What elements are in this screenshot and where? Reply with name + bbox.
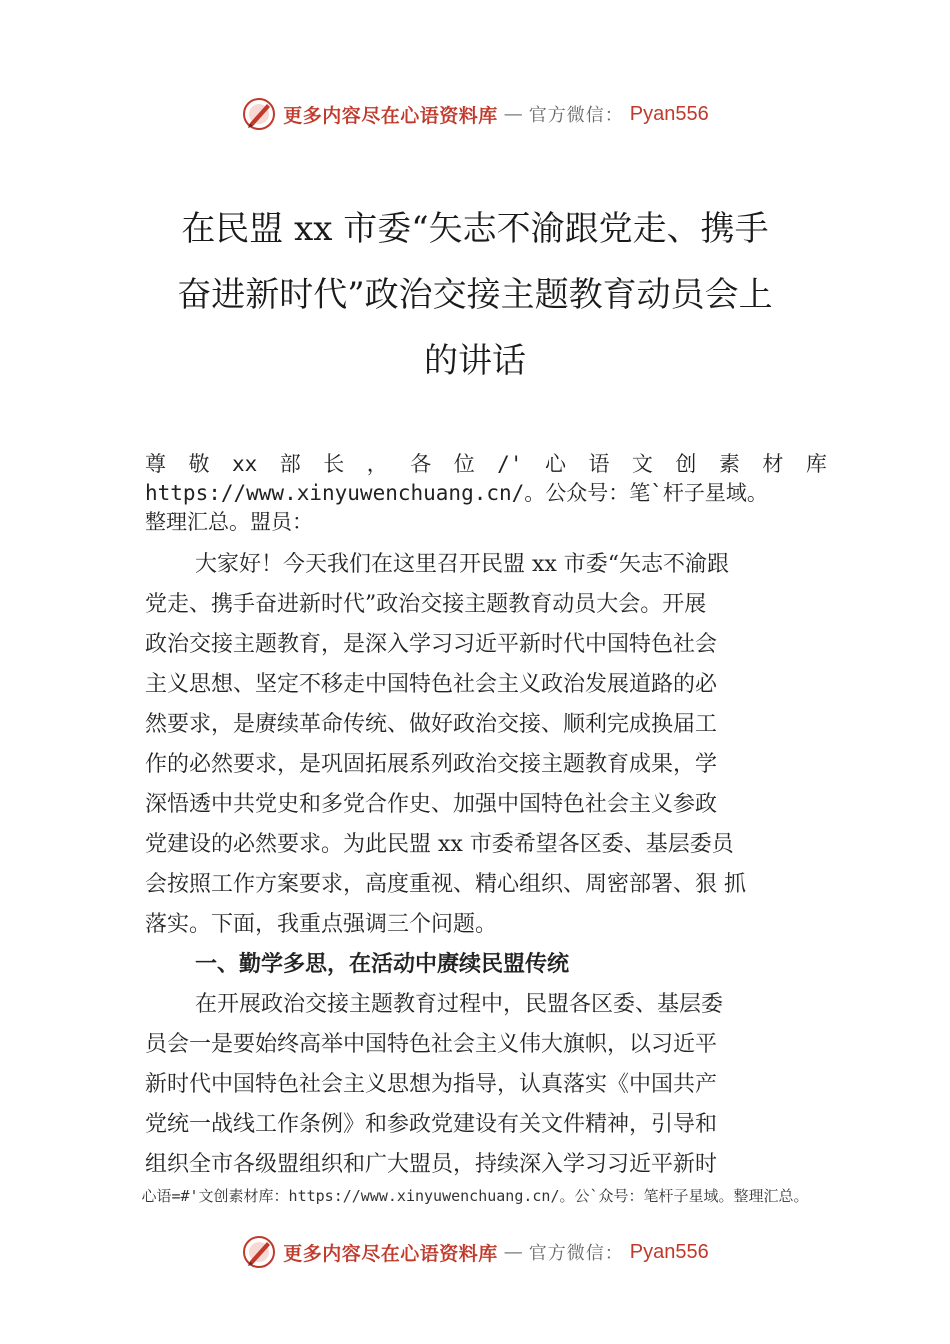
- body-line: 大家好！今天我们在这里召开民盟 xx 市委“矢志不渝跟: [195, 552, 730, 577]
- footer-source-note: 心语=#'文创素材库：https://www.xinyuwenchuang.cn/。公`众号：笔杆子星域。整理汇总。: [141, 1187, 809, 1205]
- body-line: 主义思想、坚定不移走中国特色社会主义政治发展道路的必: [145, 672, 718, 697]
- body-line: 党走、携手奋进新时代”政治交接主题教育动员大会。开展: [145, 592, 707, 617]
- salutation-char: 创: [675, 452, 697, 476]
- salutation: [145, 450, 827, 537]
- footer-watermark-banner: [0, 1230, 950, 1274]
- brand-main-text: 更多内容尽在心语资料库: [283, 104, 498, 127]
- salutation-char: 敬: [188, 452, 210, 476]
- document-title: [140, 196, 810, 394]
- salutation-char: 各: [410, 452, 432, 476]
- title-line: 奋进新时代”政治交接主题教育动员会上: [177, 275, 773, 315]
- salutation-char: 心: [544, 452, 566, 476]
- pen-seal-logo-icon: [241, 96, 277, 132]
- body-line: 员会一是要始终高举中国特色社会主义伟大旗帜，以习近平: [145, 1032, 718, 1057]
- salutation-char: 材: [762, 452, 784, 476]
- brand-separator: —: [503, 1241, 523, 1263]
- salutation-char: xx: [231, 452, 258, 476]
- body-line: 党统一战线工作条例》和参政党建设有关文件精神，引导和: [145, 1112, 718, 1137]
- salutation-char: 文: [631, 452, 653, 476]
- salutation-line-2: https://www.xinyuwenchuang.cn/。公众号：笔`杆子星域。: [145, 481, 768, 505]
- salutation-char: /': [497, 452, 523, 476]
- body-line: 会按照工作方案要求，高度重视、精心组织、周密部署、狠 抓: [145, 872, 746, 897]
- body-line: 作的必然要求，是巩固拓展系列政治交接主题教育成果，学: [145, 752, 718, 777]
- salutation-char: 长: [323, 452, 345, 476]
- header-watermark-banner: [0, 92, 950, 136]
- body-line: 然要求，是赓续革命传统、做好政治交接、顺利完成换届工: [145, 712, 718, 737]
- brand-main-text: 更多内容尽在心语资料库: [283, 1242, 498, 1265]
- body-line: 深悟透中共党史和多党合作史、加强中国特色社会主义参政: [145, 792, 718, 817]
- title-line: 的讲话: [424, 341, 526, 381]
- salutation-line-3: 整理汇总。盟员：: [145, 510, 313, 534]
- brand-wechat-id: Pyan556: [629, 1240, 709, 1263]
- brand-separator: —: [503, 103, 523, 125]
- body-line: 落实。下面，我重点强调三个问题。: [145, 912, 498, 937]
- brand-wechat-label: 官方微信：: [528, 105, 624, 126]
- document-body: [145, 545, 827, 1185]
- salutation-char: 素: [718, 452, 740, 476]
- brand-wechat-id: Pyan556: [629, 102, 709, 125]
- body-line: 政治交接主题教育，是深入学习习近平新时代中国特色社会: [145, 632, 718, 657]
- body-line: 组织全市各级盟组织和广大盟员，持续深入学习习近平新时: [145, 1152, 718, 1177]
- salutation-char: 部: [279, 452, 301, 476]
- pen-seal-logo-icon: [241, 1234, 277, 1270]
- body-line: 新时代中国特色社会主义思想为指导，认真落实《中国共产: [145, 1072, 718, 1097]
- section-heading: 一、勤学多思，在活动中赓续民盟传统: [195, 952, 570, 977]
- salutation-char: 尊: [145, 452, 166, 476]
- salutation-char: 语: [588, 452, 610, 476]
- body-line: 在开展政治交接主题教育过程中，民盟各区委、基层委: [195, 992, 724, 1017]
- salutation-char: 库: [805, 452, 827, 476]
- salutation-line-1: [145, 450, 827, 479]
- body-line: 党建设的必然要求。为此民盟 xx 市委希望各区委、基层委员: [145, 832, 734, 857]
- brand-wechat-label: 官方微信：: [528, 1243, 624, 1264]
- salutation-char: ，: [366, 452, 388, 476]
- salutation-char: 位: [453, 452, 475, 476]
- title-line: 在民盟 xx 市委“矢志不渝跟党走、携手: [181, 209, 769, 249]
